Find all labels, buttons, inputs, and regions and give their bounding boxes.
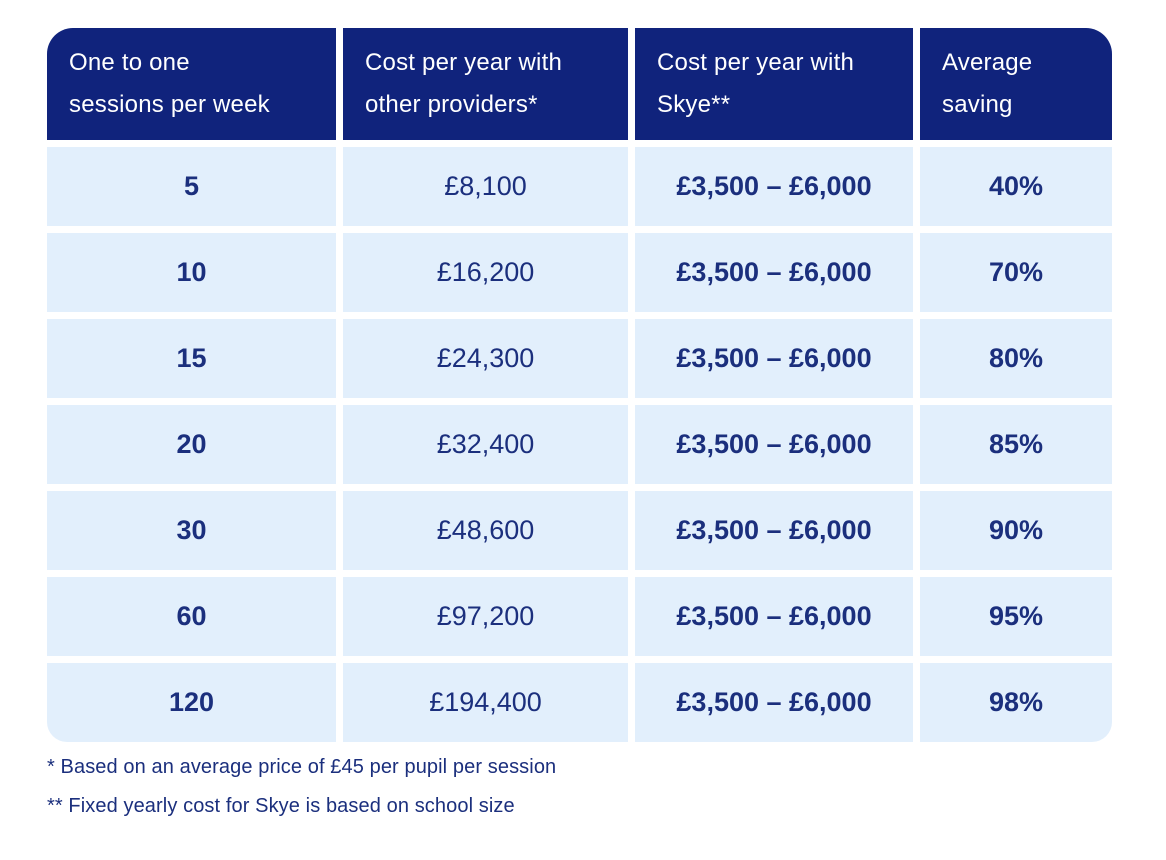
cell-saving: 95% bbox=[920, 577, 1112, 656]
cell-other-cost: £16,200 bbox=[343, 233, 628, 312]
cell-saving: 80% bbox=[920, 319, 1112, 398]
cell-other-cost: £194,400 bbox=[343, 663, 628, 742]
cell-sessions: 60 bbox=[47, 577, 336, 656]
cell-skye-cost: £3,500 – £6,000 bbox=[635, 319, 913, 398]
header-line-2: saving bbox=[942, 91, 1013, 118]
header-line-2: other providers* bbox=[365, 91, 538, 118]
header-cost-skye bbox=[635, 28, 913, 140]
header-line-2: sessions per week bbox=[69, 91, 270, 118]
cell-other-cost: £32,400 bbox=[343, 405, 628, 484]
header-line-1: Average bbox=[942, 49, 1033, 76]
cell-other-cost: £24,300 bbox=[343, 319, 628, 398]
header-line-2: Skye** bbox=[657, 91, 731, 118]
cell-saving: 70% bbox=[920, 233, 1112, 312]
cell-skye-cost: £3,500 – £6,000 bbox=[635, 147, 913, 226]
header-line-1: Cost per year with bbox=[365, 49, 563, 76]
cell-skye-cost: £3,500 – £6,000 bbox=[635, 663, 913, 742]
cell-saving: 90% bbox=[920, 491, 1112, 570]
footnotes bbox=[47, 753, 556, 831]
cell-other-cost: £48,600 bbox=[343, 491, 628, 570]
cell-skye-cost: £3,500 – £6,000 bbox=[635, 405, 913, 484]
cell-skye-cost: £3,500 – £6,000 bbox=[635, 491, 913, 570]
cell-saving: 98% bbox=[920, 663, 1112, 742]
header-sessions-per-week bbox=[47, 28, 336, 140]
cell-sessions: 15 bbox=[47, 319, 336, 398]
cell-sessions: 30 bbox=[47, 491, 336, 570]
cell-skye-cost: £3,500 – £6,000 bbox=[635, 233, 913, 312]
header-line-1: Cost per year with bbox=[657, 49, 855, 76]
cell-saving: 40% bbox=[920, 147, 1112, 226]
cell-sessions: 120 bbox=[47, 663, 336, 742]
header-average-saving bbox=[920, 28, 1112, 140]
cell-sessions: 5 bbox=[47, 147, 336, 226]
footnote-average-price: * Based on an average price of £45 per pupil per session bbox=[47, 756, 557, 778]
cell-other-cost: £97,200 bbox=[343, 577, 628, 656]
pricing-comparison-table bbox=[47, 28, 1112, 742]
header-cost-other-providers bbox=[343, 28, 628, 140]
footnote-fixed-cost: ** Fixed yearly cost for Skye is based on school size bbox=[47, 795, 515, 817]
cell-sessions: 20 bbox=[47, 405, 336, 484]
cell-other-cost: £8,100 bbox=[343, 147, 628, 226]
cell-skye-cost: £3,500 – £6,000 bbox=[635, 577, 913, 656]
cell-saving: 85% bbox=[920, 405, 1112, 484]
cell-sessions: 10 bbox=[47, 233, 336, 312]
header-line-1: One to one bbox=[69, 49, 190, 76]
